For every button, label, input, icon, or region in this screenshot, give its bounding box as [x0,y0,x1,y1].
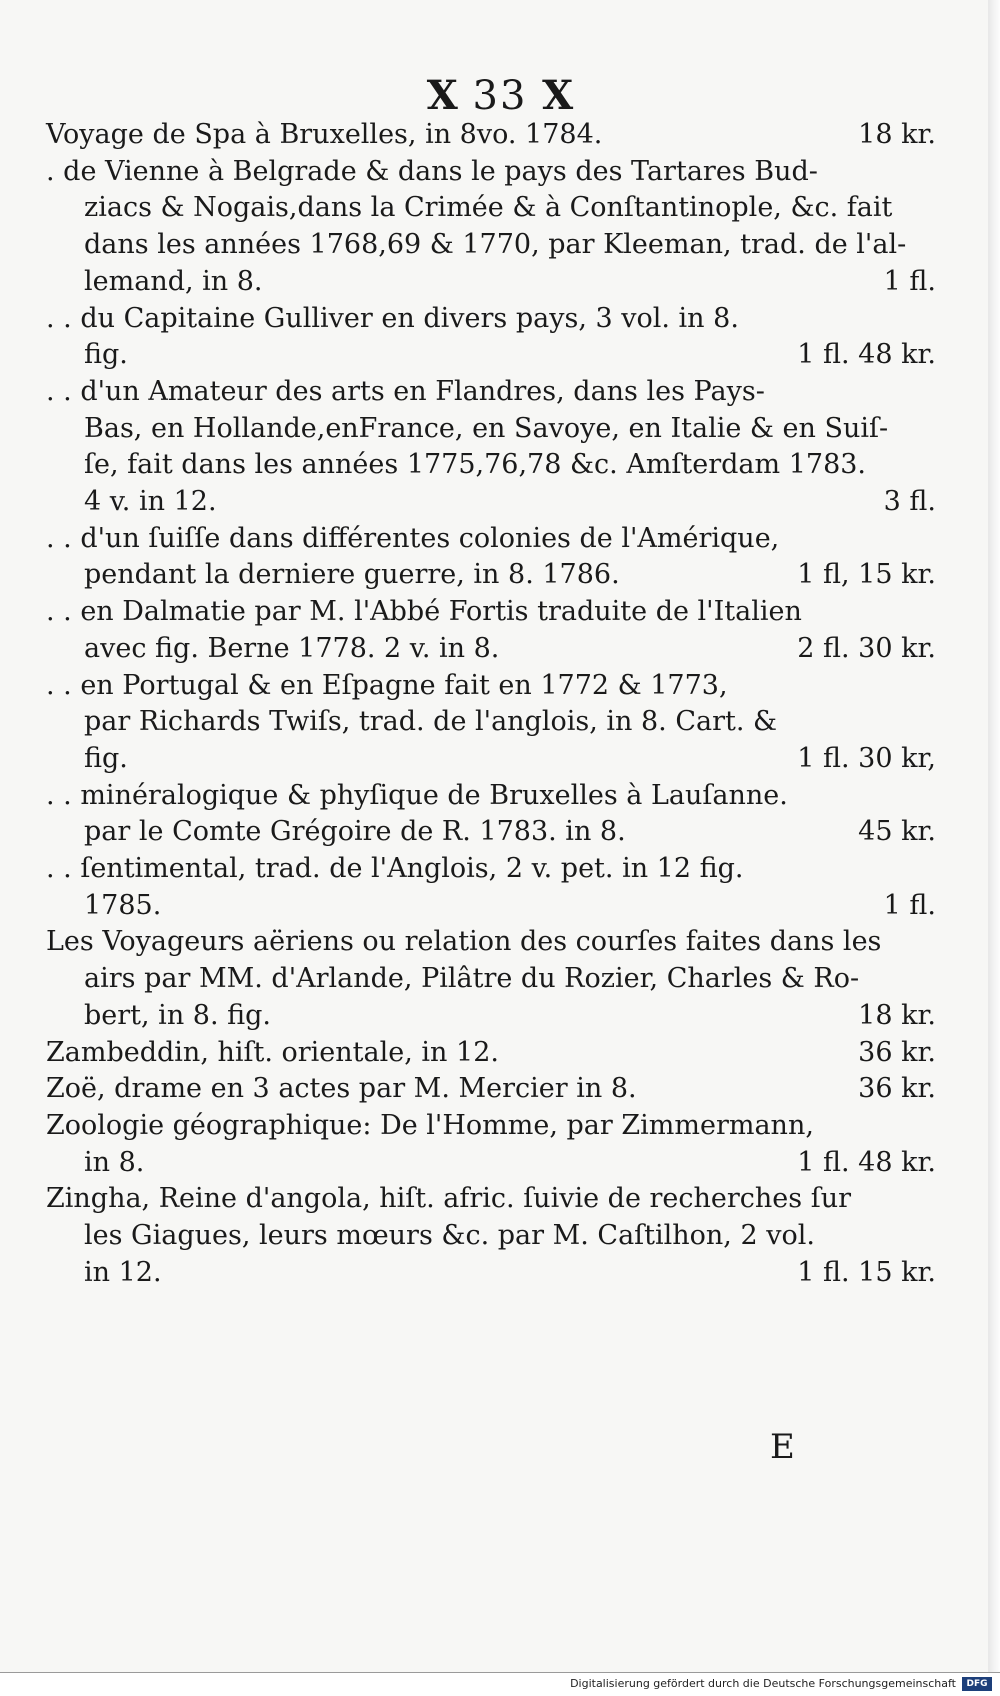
entry-price: 45 kr. [858,816,936,848]
entry-text: avec fig. Berne 1778. 2 v. in 8. [84,632,500,664]
entry-price: 3 fl. [883,486,936,517]
entry-price: 1 fl, 15 kr. [797,559,936,591]
entry-price: 18 kr. [858,999,936,1031]
catalog-line [46,375,936,409]
entry-price: 1 fl. 48 kr. [797,339,936,371]
catalog-line [46,448,936,482]
entry-text: Zambeddin, hiſt. orientale, in 12. [46,1036,499,1068]
catalog-line [46,338,936,372]
entry-text: in 8. [84,1146,145,1178]
catalog-line [46,779,936,813]
catalog-line [46,852,936,886]
entry-price: 2 fl. 30 kr. [797,632,936,664]
entry-text: Voyage de Spa à Bruxelles, in 8vo. 1784. [46,119,603,150]
catalog-line [46,558,936,592]
entry-text: Zoë, drame en 3 actes par M. Mercier in 8. [46,1073,637,1105]
entry-text: . . du Capitaine Gulliver en divers pays, 3 vol. in 8. [46,302,739,334]
digitization-footer [0,1672,1000,1696]
entry-text: bert, in 8. fig. [84,999,272,1031]
entry-text: Zingha, Reine d'angola, hiſt. afric. ſuivie de recherches ſur [46,1183,852,1215]
catalog-line [46,925,936,959]
page-edge [988,0,1000,1672]
entry-text: Zoologie géographique: De l'Homme, par Zimmermann, [46,1109,814,1141]
catalog-line [46,1219,936,1253]
entry-text: Bas, en Hollande,enFrance, en Savoye, en Italie & en Suiſ- [84,412,889,444]
entry-text: . . d'un ſuiſſe dans différentes colonies de l'Amérique, [46,522,780,554]
entry-text: fig. [84,742,128,774]
catalog-line [46,1072,936,1106]
catalog-line [46,155,936,189]
entry-text: . . en Portugal & en Eſpagne fait en 1772 & 1773, [46,669,728,701]
ornament-right: X [542,72,574,119]
entry-text: par le Comte Grégoire de R. 1783. in 8. [84,816,626,848]
entry-price: 36 kr. [858,1036,936,1068]
ornament-left: X [426,72,458,119]
entry-text: lemand, in 8. [84,265,263,297]
catalog-line [46,595,936,629]
funding-notice: Digitalisierung gefördert durch die Deutsche Forschungsgemeinschaft [570,1677,956,1690]
entry-text: ſe, fait dans les années 1775,76,78 &c. Amſterdam 1783. [84,449,867,481]
catalog-line [46,118,936,152]
entry-text: in 12. [84,1256,162,1288]
catalog-line [46,228,936,262]
catalog-line [46,412,936,446]
dfg-logo: DFG [962,1677,992,1691]
catalog-line [46,1256,936,1290]
catalog-line [46,999,936,1033]
entry-text: airs par MM. d'Arlande, Pilâtre du Rozier, Charles & Ro- [84,963,860,995]
catalog-line [46,265,936,299]
entry-text: . de Vienne à Belgrade & dans le pays des Tartares Bud- [46,155,818,187]
entry-price: 1 fl. 30 kr, [797,742,936,774]
entry-text: . . en Dalmatie par M. l'Abbé Fortis traduite de l'Italien [46,596,802,628]
entry-price: 18 kr. [858,119,936,150]
entry-price: 36 kr. [858,1073,936,1105]
entry-text: par Richards Twiſs, trad. de l'anglois, in 8. Cart. & [84,706,778,738]
catalog-line [46,705,936,739]
entry-text: . . minéralogique & phyſique de Bruxelles à Lauſanne. [46,779,788,811]
catalog-line [46,889,936,923]
entry-text: les Giagues, leurs mœurs &c. par M. Caſtilhon, 2 vol. [84,1220,815,1251]
catalog-line [46,485,936,519]
catalog-line [46,191,936,225]
entry-text: dans les années 1768,69 & 1770, par Kleeman, trad. de l'al- [84,229,907,261]
catalog-line [46,1036,936,1070]
entry-text: ziacs & Nogais,dans la Crimée & à Conſtantinople, &c. fait [84,192,893,224]
entry-text: 4 v. in 12. [84,486,217,517]
page-number: 33 [472,73,528,119]
catalog-line [46,1182,936,1216]
entry-text: Les Voyageurs aëriens ou relation des courſes faites dans les [46,926,882,958]
catalog-line [46,669,936,703]
catalog-line [46,522,936,556]
entry-text: fig. [84,339,128,371]
entry-text: 1785. [84,889,162,921]
catalog-line [46,632,936,666]
catalog-line [46,302,936,336]
catalog-line [46,1146,936,1180]
catchword: E [770,1427,795,1467]
catalog-line [46,1109,936,1143]
catalog-line [46,815,936,849]
entry-price: 1 fl. [883,265,936,297]
entry-price: 1 fl. [883,889,936,921]
entry-price: 1 fl. 15 kr. [797,1256,936,1288]
page-header [0,72,1000,119]
entry-text: . . d'un Amateur des arts en Flandres, dans les Pays- [46,375,765,407]
entry-text: . . ſentimental, trad. de l'Anglois, 2 v. pet. in 12 fig. [46,853,744,884]
catalog-line [46,962,936,996]
catalog-line [46,742,936,776]
entry-text: pendant la derniere guerre, in 8. 1786. [84,559,620,591]
entry-price: 1 fl. 48 kr. [797,1146,936,1178]
